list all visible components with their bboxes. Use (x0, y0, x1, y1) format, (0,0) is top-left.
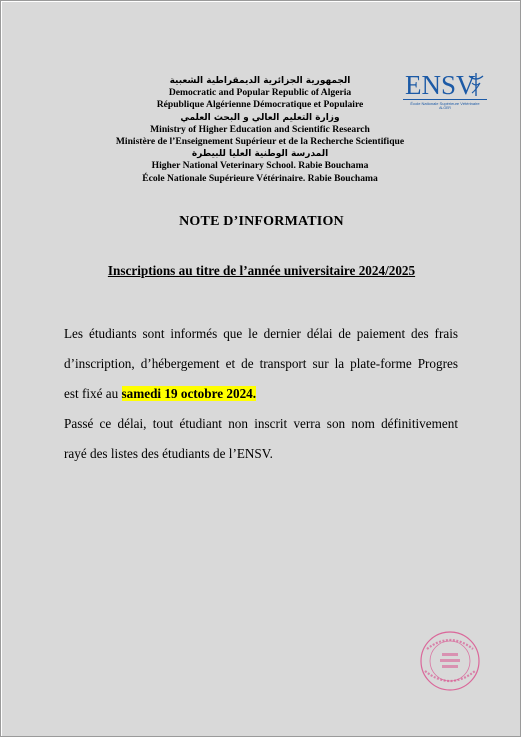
body-line-1: Les étudiants sont informés que le dernier délai de paiement des frais (64, 326, 458, 341)
header-arabic-school: المدرسة الوطنية العليا للبيطرة (191, 149, 329, 160)
document-subtitle: Inscriptions au titre de l’année universitaire 2024/2025 (107, 263, 416, 278)
body-line-2: d’inscription, d’hébergement et de transport sur la plate-forme Progres (64, 356, 458, 371)
caduceus-icon (465, 71, 487, 97)
header-arabic-ministry: وزارة التعليم العالي و البحث العلمي (180, 112, 340, 123)
body-line-3-prefix: est fixé au (64, 386, 122, 401)
deadline-period: . (252, 386, 257, 401)
header-fr-school: École Nationale Supérieure Vétérinaire. Rabie Bouchama (142, 172, 378, 184)
document-title: NOTE D’INFORMATION (179, 214, 344, 229)
header-en-ministry: Ministry of Higher Education and Scientific Research (150, 123, 370, 135)
header-en-school: Higher National Veterinary School. Rabie Bouchama (151, 160, 369, 172)
header-arabic-country: الجمهورية الجزائرية الديمقراطية الشعبية (169, 76, 351, 86)
body-line-3 (64, 379, 458, 409)
body-line-4: Passé ce délai, tout étudiant non inscrit verra son nom définitivement (64, 416, 458, 431)
body-line-5: rayé des listes des étudiants de l’ENSV. (64, 446, 273, 461)
header-en-country: Democratic and Popular Republic of Algeria (168, 87, 352, 99)
header-fr-country: République Algérienne Démocratique et Populaire (156, 99, 364, 111)
header-fr-ministry: Ministère de l’Enseignement Supérieur et de la Recherche Scientifique (115, 136, 405, 148)
official-stamp (413, 629, 487, 693)
deadline-date: samedi 19 octobre 2024 (121, 386, 253, 401)
ensv-logo (399, 71, 491, 113)
notice-body (64, 319, 458, 469)
letterhead (101, 75, 419, 185)
logo-subtitle: École Nationale Supérieure Vétérinaire (403, 99, 487, 106)
logo-city: ALGER (439, 106, 451, 110)
logo-wordmark: ENSV (405, 70, 476, 100)
